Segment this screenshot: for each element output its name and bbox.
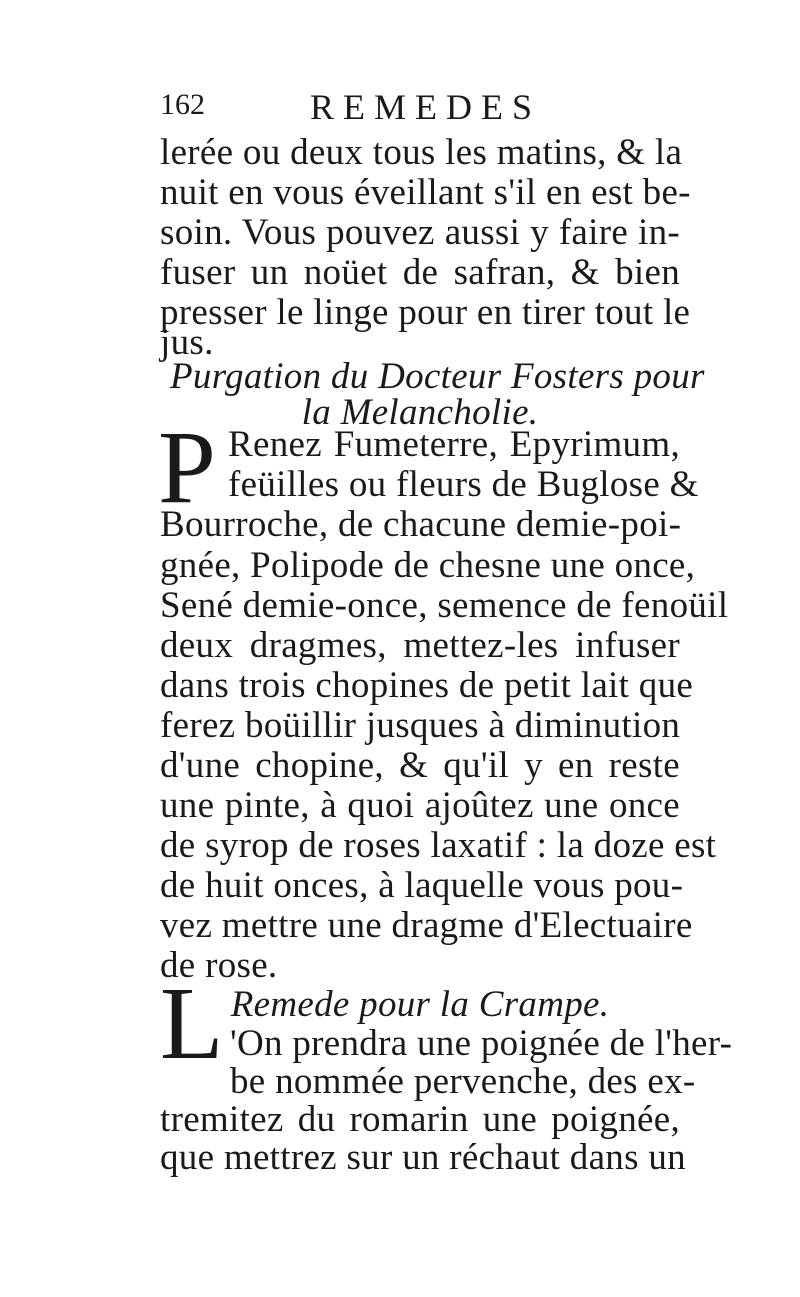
text-line: Bourroche, de chacune demie-poi- [160,504,682,545]
text-line: nuit en vous éveillant s'il en est be- [160,172,691,213]
text-line: d'une chopine, & qu'il y en reste [160,745,680,786]
text-line: ferez boüillir jusques à diminution [160,705,681,746]
text-line: feüilles ou fleurs de Buglose & [228,464,699,505]
recipe-heading: la Melancholie. [301,392,539,433]
text-line: de huit onces, à laquelle vous pou- [160,865,684,906]
drop-cap: P [158,410,216,525]
text-line: deux dragmes, mettez-les infuser [160,625,680,666]
text-line: be nommée pervenche, des ex- [230,1061,696,1102]
page-header [160,88,680,132]
text-line: lerée ou deux tous les matins, & la [160,132,683,173]
drop-cap: L [160,966,224,1081]
recipe-heading: Purgation du Docteur Fosters pour [170,356,705,397]
text-line: vez mettre une dragme d'Electuaire [160,905,693,946]
text-line: soin. Vous pouvez aussi y faire in- [160,212,680,253]
text-line: de rose. [160,945,278,986]
page-number: 162 [160,88,205,121]
text-line: 'On prendra une poignée de l'her- [230,1023,733,1064]
text-line: que mettrez sur un réchaut dans un [160,1137,686,1178]
text-line: Renez Fumeterre, Epyrimum, [228,424,680,465]
text-line: de syrop de roses laxatif : la doze est [160,825,717,866]
text-line: presser le linge pour en tirer tout le [160,292,691,333]
text-line: tremitez du romarin une poignée, [160,1099,680,1140]
text-line: une pinte, à quoi ajoûtez une once [160,785,680,826]
text-line: Sené demie-once, semence de fenoüil [160,585,729,626]
running-title: REMEDES [310,87,542,127]
text-line: fuser un noüet de safran, & bien [160,252,680,293]
text-line: gnée, Polipode de chesne une once, [160,545,696,586]
recipe-heading: Remede pour la Crampe. [230,984,610,1025]
text-line: jus. [160,322,214,363]
text-line: dans trois chopines de petit lait que [160,665,694,706]
